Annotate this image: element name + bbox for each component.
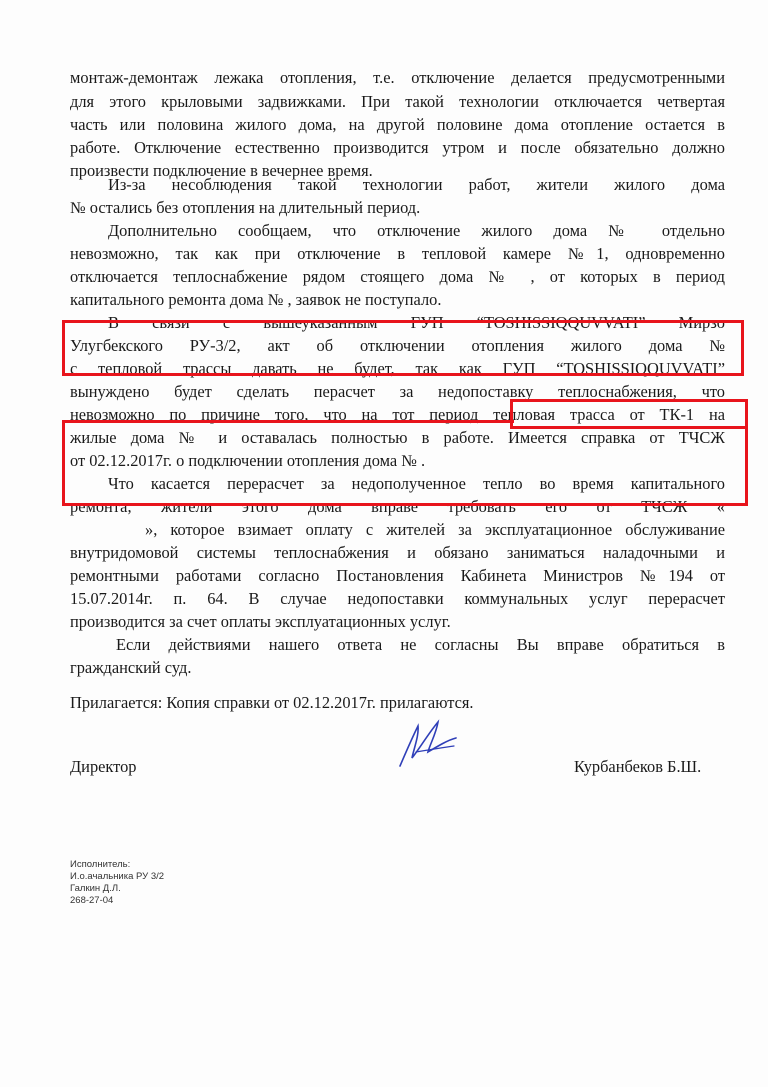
body-line: от 02.12.2017г. о подключении отопления дома № . [70,451,426,470]
body-line: Дополнительно сообщаем, что отключение жилого дома № отдельно [108,221,725,240]
executor-role: И.о.ачальника РУ 3/2 [70,871,165,882]
signatory-name: Курбанбеков Б.Ш. [574,757,702,776]
body-line: ремонта, жители этого дома вправе требовать его от ТЧСЖ « [70,497,725,516]
body-line: капитального ремонта дома № , заявок не поступало. [70,290,442,309]
signatory-position: Директор [70,757,137,776]
body-line: произвести подключение в вечернее время. [70,161,373,180]
body-line: отключается теплоснабжение рядом стоящего дома № , от которых в период [70,267,725,286]
body-line: Что касается перерасчет за недополученное тепло во время капитального [108,474,725,493]
body-line: часть или половина жилого дома, на другой половине дома отопление остается в [70,115,725,134]
body-line: В связи с вышеуказанным ГУП “TOSHISSIQQUVVATI” Мирзо [108,313,725,332]
body-line: », которое взимает оплату с жителей за эксплуатационное обслуживание [145,520,725,539]
body-line: жилые дома № и оставалась полностью в работе. Имеется справка от ТЧСЖ [70,428,725,447]
body-line: Улугбекского РУ-3/2, акт об отключении отопления жилого дома № [70,336,725,355]
body-line: № остались без отопления на длительный период. [70,198,421,217]
executor-label: Исполнитель: [70,859,131,870]
body-line: невозможно, так как при отключение в тепловой камере №1, одновременно [70,244,725,263]
attachment-note: Прилагается: Копия справки от 02.12.2017г. прилагаются. [70,693,474,712]
body-line: невозможно по причине того, что на тот период тепловая трасса от ТК-1 на [70,405,725,424]
body-line: монтаж-демонтаж лежака отопления, т.е. отключение делается предусмотренными [70,68,725,87]
body-line: Если действиями нашего ответа не согласны Вы вправе обратиться в [116,635,725,654]
body-line: производится за счет оплаты эксплуатационных услуг. [70,612,451,631]
body-line: ремонтными работами согласно Постановления Кабинета Министров №194 от [70,566,725,585]
executor-name: Галкин Д.Л. [70,883,121,894]
body-line: внутридомовой системы теплоснабжения и обязано заниматься наладочными и [70,543,725,562]
body-line: 15.07.2014г. п. 64. В случае недопоставки коммунальных услуг перерасчет [70,589,725,608]
highlight-box-recalculation-top [62,420,514,423]
body-line: с тепловой трассы давать не будет, так как ГУП “TOSHISSIQQUVVATI” [70,359,725,378]
body-line: работе. Отключение естественно производится утром и после обязательно должно [70,138,725,157]
body-line: вынуждено будет сделать перасчет за недопоставку теплоснабжения, что [70,382,725,401]
highlight-box-recalculation [62,420,748,506]
highlight-box-act [62,320,744,376]
body-line: для этого крыловыми задвижками. При такой технологии отключается четвертая [70,92,725,111]
handwritten-signature [392,712,462,770]
body-line: Из-за несоблюдения такой технологии работ, жители жилого дома [108,175,725,194]
body-line: гражданский суд. [70,658,192,677]
executor-phone: 268-27-04 [70,895,114,906]
